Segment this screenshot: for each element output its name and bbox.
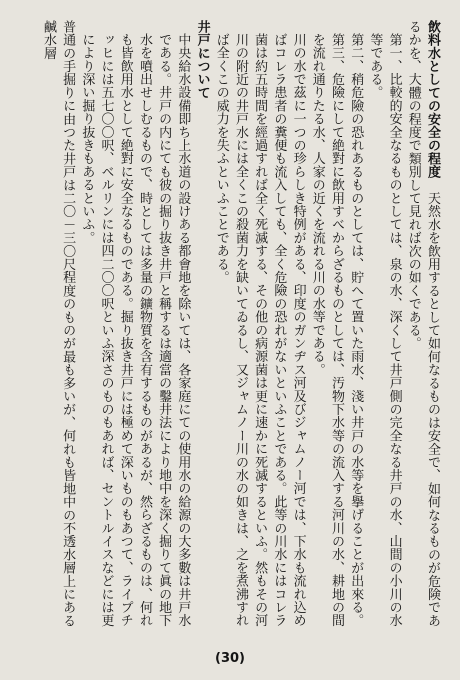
section-safety-intro: [404, 20, 442, 632]
list-item-first: 第一、比較的安全なるものとしては、泉の水、深くして井戸側の完全なる井戸の水、山間の小川の水等である。: [367, 33, 402, 627]
list-item-third: 第三、危險にして絶對に飲用すべからざるものとしては、汚物下水等の流入する河川の水、耕地の間を流れ通りたる水、人家の近くを流れる川の水等である。: [309, 33, 344, 627]
page-number: (30): [215, 651, 245, 666]
section-heading-wells: 井戸について: [194, 20, 210, 100]
section-heading-drinking-water-safety: 飲料水としての安全の程度: [425, 20, 440, 179]
paragraph-intro: 天然水を飲用するとして如何なるものは安全で、如何なるものが危険であるかを、大體の程度で類別して見れば次の如くである。: [405, 20, 440, 628]
paragraph-river-exception: 川の水で茲に一つの珍らしき特例がある、印度のガンヂス河及びジャムノー河では、下水も流れ込めばコレラ患者の糞便も流入しても、全く危險の恐れがないといふことである。此等の川水にはコレラ菌は約五時間を經過すれば全く死滅する、その他の病源菌は更に速かに死滅するといふ。然もその河川の附近の井戸水には全くこの殺菌力を缺いてゐるし、又ジャムノー川の水の如きは、之を煮沸すれば全くこの威力を失ふといふことである。: [213, 33, 306, 627]
paragraph-wells-artesian: 中央給水設備即ち上水道の設けある都會地を除いては、各家庭にての使用水の給源の大多數は井戸水である。井戸の内にても彼の掘り抜き井戸と稱するは適當の鑿井法により地中を深く掘りて眞の地下水を噴出せしむるもので、時としては多量の鑛物質を含有するものがあるが、然らざるものは、何れも皆飲用水として絶對に安全なるものである。掘り抜き井戸には極めて深いものもあつて、ライプチッヒには五七〇〇呎、ベルリンには四二〇〇呎といふ深さのものもあれば、セントルイスなどには更により深い掘り抜きもあるといふ。: [79, 33, 191, 627]
vertical-body-text: [18, 20, 442, 632]
list-item-second: 第二、稍危險の恐れあるものとしては、貯へて置いた雨水、淺い井戸の水等を擧げることが出來る。: [348, 33, 364, 627]
paragraph-wells-hand-dug: 普通の手掘りに由つた井戸は二〇－三〇尺程度のものが最も多いが、何れも皆地中の不透水層上にある鹹水層: [40, 20, 76, 628]
